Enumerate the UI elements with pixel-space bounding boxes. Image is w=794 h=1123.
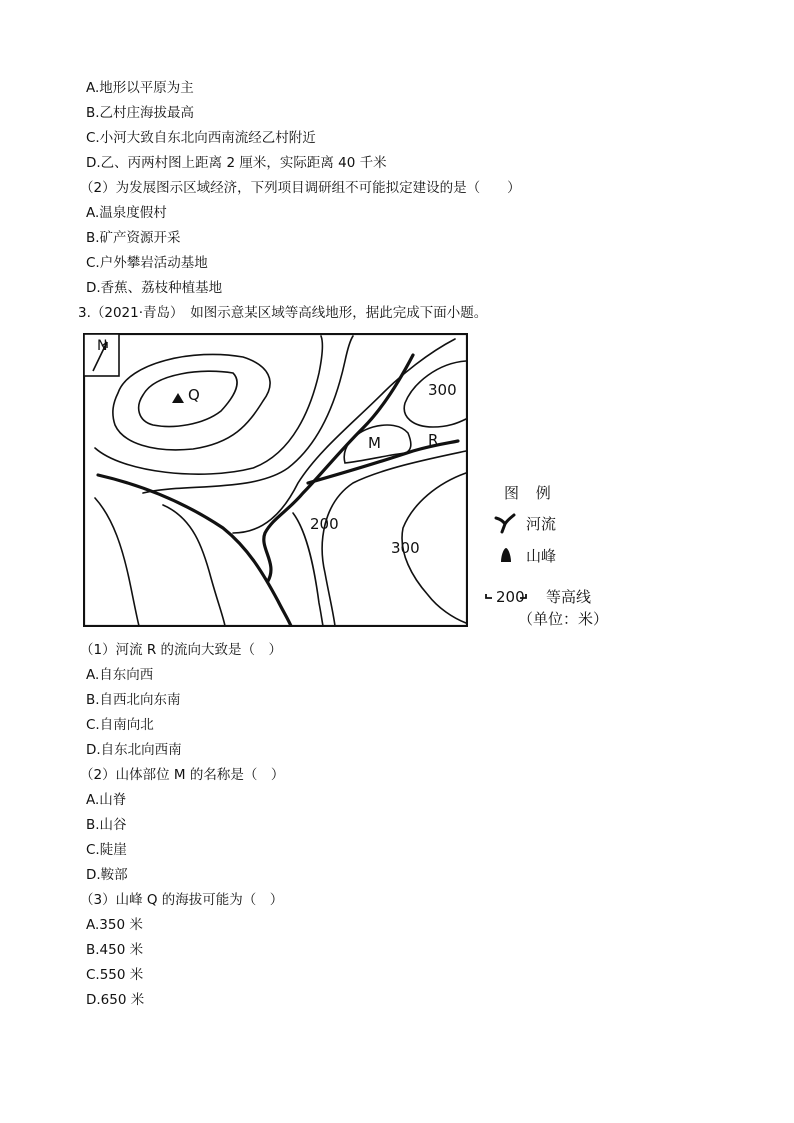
legend-unit-label: （单位：米）: [518, 610, 609, 628]
option-a: A.地形以平原为主: [86, 80, 194, 96]
option-b: B.山谷: [86, 817, 127, 833]
north-label: N: [97, 338, 108, 354]
option-a: A.350 米: [86, 917, 143, 933]
option-b: B.450 米: [86, 942, 144, 958]
map-legend: [484, 482, 644, 632]
option-c: C.自南向北: [86, 717, 154, 733]
option-d: D.香蕉、荔枝种植基地: [86, 280, 223, 296]
question-3-stem: 3.（2021·青岛） 如图示意某区域等高线地形，据此完成下面小题。: [78, 305, 488, 321]
option-d: D.650 米: [86, 992, 145, 1008]
contour-map: [83, 333, 468, 627]
river-label: R: [428, 431, 439, 449]
map-frame: [84, 334, 467, 626]
option-b: B.矿产资源开采: [86, 230, 181, 246]
legend-contour-label: 等高线: [546, 588, 592, 606]
legend-river-label: 河流: [526, 515, 557, 533]
option-c: C.小河大致自东北向西南流经乙村附近: [86, 130, 316, 146]
option-c: C.户外攀岩活动基地: [86, 255, 208, 271]
option-d: D.鞍部: [86, 867, 128, 883]
river-icon: [494, 512, 516, 534]
option-d: D.乙、丙两村图上距离 2 厘米，实际距离 40 千米: [86, 155, 387, 171]
contour-label: 300: [428, 381, 457, 399]
legend-contour-value: 200: [496, 588, 525, 606]
option-c: C.陡崖: [86, 842, 127, 858]
option-a: A.山脊: [86, 792, 127, 808]
question-stem: （2）山体部位 M 的名称是（ ）: [80, 767, 285, 783]
peak-label: Q: [188, 386, 200, 404]
legend-peak-label: 山峰: [526, 547, 557, 565]
option-d: D.自东北向西南: [86, 742, 182, 758]
question-stem: （2）为发展图示区域经济，下列项目调研组不可能拟定建设的是（ ）: [80, 180, 521, 196]
option-a: A.温泉度假村: [86, 205, 167, 221]
legend-title: 图 例: [504, 484, 557, 502]
option-a: A.自东向西: [86, 667, 154, 683]
question-stem: （1）河流 R 的流向大致是（ ）: [80, 642, 283, 658]
option-b: B.乙村庄海拔最高: [86, 105, 195, 121]
option-c: C.550 米: [86, 967, 144, 983]
contour-label: 200: [310, 515, 339, 533]
peak-icon: [498, 546, 514, 564]
option-b: B.自西北向东南: [86, 692, 181, 708]
contour-label: 300: [391, 539, 420, 557]
question-stem: （3）山峰 Q 的海拔可能为（ ）: [80, 892, 284, 908]
saddle-label: M: [368, 434, 381, 452]
